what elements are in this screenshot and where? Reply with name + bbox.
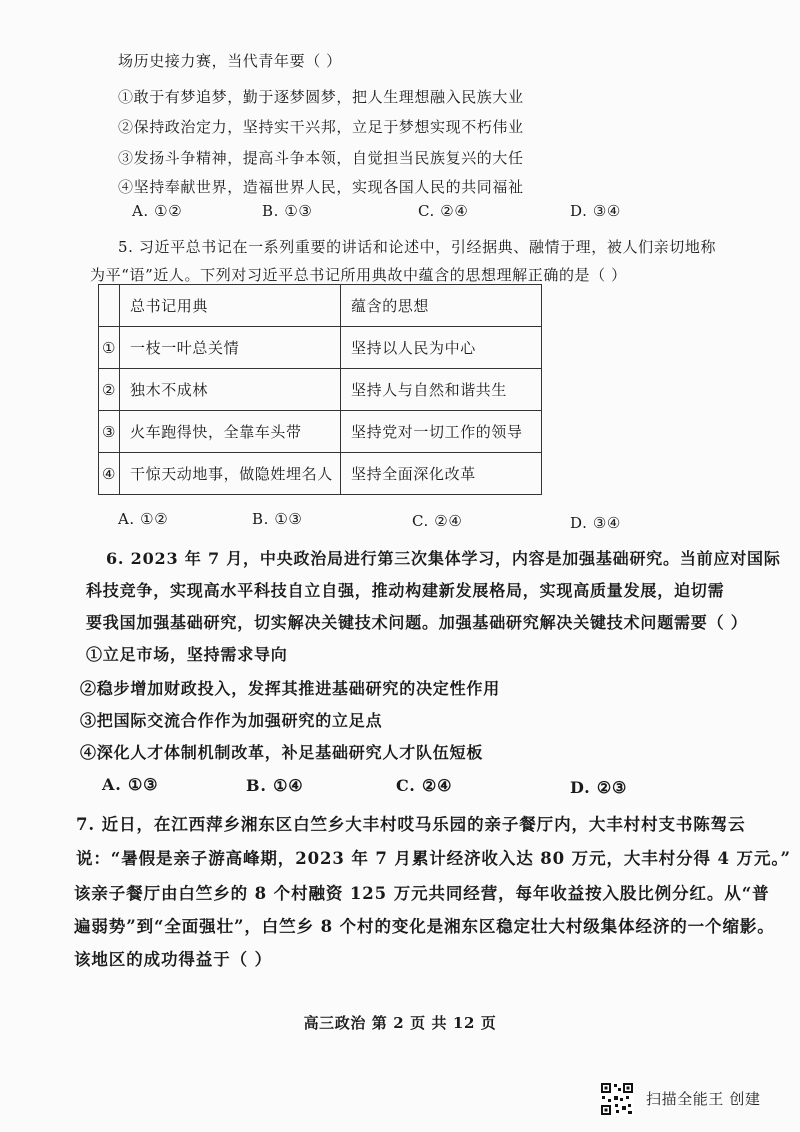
q6-item-1: ①立足市场，坚持需求导向	[86, 645, 288, 664]
q4-item-4: ④坚持奉献世界，造福世界人民，实现各国人民的共同福祉	[118, 178, 524, 196]
scanner-watermark: 扫描全能王 创建	[646, 1090, 761, 1108]
table-cell: 坚持人与自然和谐共生	[341, 369, 542, 411]
table-header-cell	[99, 285, 120, 327]
q6-item-2: ②稳步增加财政投入，发挥其推进基础研究的决定性作用	[80, 679, 501, 698]
qr-code-icon	[600, 1082, 634, 1116]
q6-option-a: A. ①③	[102, 775, 159, 794]
table-cell: 干惊天动地事，做隐姓埋名人	[120, 453, 341, 495]
q6-item-3: ③把国际交流合作作为加强研究的立足点	[80, 711, 383, 730]
q4-item-2: ②保持政治定力，坚持实干兴邦，立足于梦想实现不朽伟业	[118, 118, 524, 136]
table-row	[99, 369, 542, 411]
table-cell: ③	[99, 411, 120, 453]
q4-stem: 场历史接力赛，当代青年要（ ）	[118, 52, 342, 70]
table-cell: 坚持党对一切工作的领导	[341, 411, 542, 453]
q4-item-1: ①敢于有梦追梦，勤于逐梦圆梦，把人生理想融入民族大业	[118, 88, 524, 106]
allusion-table	[98, 284, 542, 495]
table-row	[99, 327, 542, 369]
q5-option-c: C. ②④	[412, 512, 463, 530]
table-cell: 一枝一叶总关情	[120, 327, 341, 369]
table-header-cell: 蕴含的思想	[341, 285, 542, 327]
table-cell: ①	[99, 327, 120, 369]
q5-stem-line-2: 为平“语”近人。下列对习近平总书记所用典故中蕴含的思想理解正确的是（ ）	[90, 266, 627, 284]
q4-option-b: B. ①③	[262, 202, 313, 220]
q7-stem-line-3: 该亲子餐厅由白竺乡的 8 个村融资 125 万元共同经营，每年收益按入股比例分红。从“普	[74, 884, 770, 903]
q6-stem-line-1: 6. 2023 年 7 月，中央政治局进行第三次集体学习，内容是加强基础研究。当前应对国际	[106, 549, 781, 568]
q6-item-4: ④深化人才体制机制改革，补足基础研究人才队伍短板	[80, 743, 484, 762]
q7-stem-line-5: 该地区的成功得益于（ ）	[74, 950, 273, 969]
table-row	[99, 411, 542, 453]
q5-option-d: D. ③④	[570, 514, 621, 532]
table-row	[99, 453, 542, 495]
q4-option-d: D. ③④	[570, 202, 621, 220]
q5-option-a: A. ①②	[118, 510, 169, 528]
q4-item-3: ③发扬斗争精神，提高斗争本领，自觉担当民族复兴的大任	[118, 149, 524, 167]
q6-stem-line-2: 科技竞争，实现高水平科技自立自强，推动构建新发展格局，实现高质量发展，迫切需	[86, 581, 725, 600]
table-header-cell: 总书记用典	[120, 285, 341, 327]
page-footer: 高三政治 第 2 页 共 12 页	[303, 1014, 497, 1032]
q5-option-b: B. ①③	[252, 510, 303, 528]
q7-stem-line-1: 7. 近日，在江西萍乡湘东区白竺乡大丰村哎马乐园的亲子餐厅内，大丰村村支书陈驾云	[76, 815, 746, 834]
q5-stem-line-1: 5. 习近平总书记在一系列重要的讲话和论述中，引经据典、融情于理，被人们亲切地称	[118, 238, 717, 256]
q6-stem-line-3: 要我国加强基础研究，切实解决关键技术问题。加强基础研究解决关键技术问题需要（ ）	[86, 613, 748, 632]
table-cell: 坚持以人民为中心	[341, 327, 542, 369]
table-header-row	[99, 285, 542, 327]
q6-option-c: C. ②④	[396, 776, 453, 795]
table-cell: ④	[99, 453, 120, 495]
q4-option-c: C. ②④	[418, 202, 469, 220]
q7-stem-line-4: 遍弱势”到“全面强壮”，白竺乡 8 个村的变化是湘东区稳定壮大村级集体经济的一个缩影。	[74, 917, 775, 936]
table-cell: ②	[99, 369, 120, 411]
table-cell: 坚持全面深化改革	[341, 453, 542, 495]
q7-stem-line-2: 说：“暑假是亲子游高峰期，2023 年 7 月累计经济收入达 80 万元，大丰村分得 4 万元。”	[76, 849, 791, 868]
q6-option-d: D. ②③	[570, 778, 628, 797]
q4-option-a: A. ①②	[132, 202, 183, 220]
q6-option-b: B. ①④	[246, 776, 304, 795]
table-cell: 火车跑得快，全靠车头带	[120, 411, 341, 453]
table-cell: 独木不成林	[120, 369, 341, 411]
